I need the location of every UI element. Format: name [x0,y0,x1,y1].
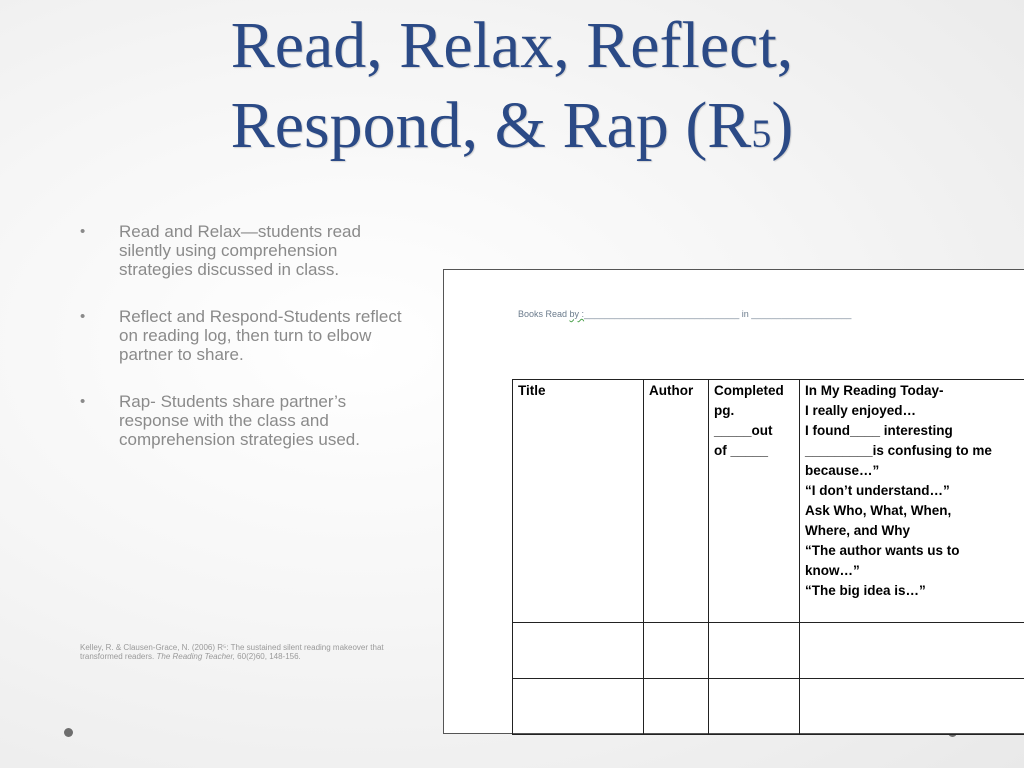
empty-cell [800,679,1024,735]
reading-log-table [512,379,1024,735]
table-row [513,380,1024,623]
bullet-item: • Read and Relax—students read silently using comprehension strategies discussed in class. [80,222,415,279]
in-label: in [741,309,749,319]
decorative-dot-left [64,728,73,737]
slide-title [0,6,1024,174]
empty-cell [709,623,800,679]
header-in-my-reading-today: In My Reading Today- I really enjoyed… I found____ interesting _________is confusing to me because…” “I don’t understand…” Ask Who, What, When, Where, and Why “The author wants us to know…” “The big idea is…” [800,380,1024,623]
table-row [513,623,1024,679]
empty-cell [800,623,1024,679]
title-close-paren: ) [771,89,794,162]
name-blank: _______________________________ [584,309,740,319]
header-author: Author [644,380,709,623]
header-title: Title [513,380,644,623]
citation [80,643,420,661]
title-subscript: 5 [751,111,772,156]
reading-log-document [443,269,1024,734]
citation-journal: The Reading Teacher, [156,652,235,661]
citation-text: Kelley, R. & Clausen-Grace, N. (2006) R⁵: The sustained silent reading makeover that transformed readers. [80,643,384,661]
title-line-2: Respond, & Rap (R [230,89,752,162]
by-label: by : [569,309,585,319]
citation-pages: 60(2)60, 148-156. [237,652,301,661]
empty-cell [709,679,800,735]
books-read-label: Books Read [518,309,568,319]
title-line-1: Read, Relax, Reflect, [230,9,794,82]
bullet-item: • Rap- Students share partner’s response with the class and comprehension strategies used. [80,392,415,449]
bullet-list [80,222,415,477]
empty-cell [644,679,709,735]
empty-cell [513,679,644,735]
empty-cell [644,623,709,679]
header-completed: Completed pg. _____out of _____ [709,380,800,623]
empty-cell [513,623,644,679]
books-read-line [518,309,851,319]
table-row [513,679,1024,735]
class-blank: ____________________ [751,309,852,319]
bullet-item: • Reflect and Respond-Students reflect on reading log, then turn to elbow partner to share. [80,307,415,364]
